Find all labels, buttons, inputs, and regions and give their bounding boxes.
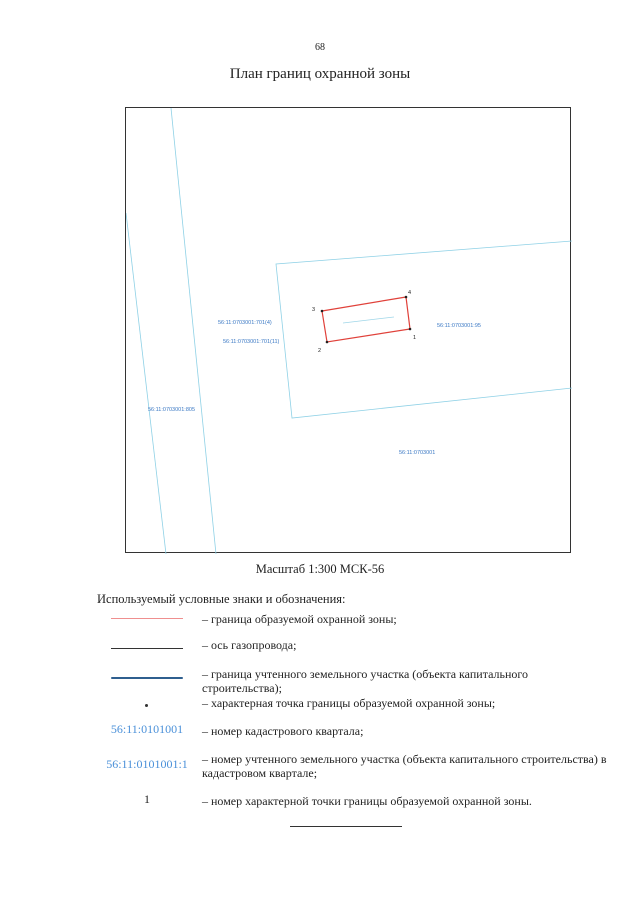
legend-text: – граница учтенного земельного участка (объекта капитального строительства); xyxy=(202,667,529,695)
parcel-label-805: 56:11:0703001:805 xyxy=(148,407,195,413)
parcel-boundary-line xyxy=(276,241,572,418)
legend-title: Используемый условные знаки и обозначения: xyxy=(97,592,346,606)
legend-text: – номер учтенного земельного участка (объекта капитального строительства) в кадастровом квартале; xyxy=(202,752,607,780)
protection-zone-boundary xyxy=(322,297,410,342)
characteristic-point-3 xyxy=(321,310,324,313)
legend-text: – номер характерной точки границы образуемой охранной зоны. xyxy=(202,794,532,808)
point-symbol xyxy=(97,694,197,712)
blue-line-symbol xyxy=(97,666,197,684)
page-title: План границ охранной зоны xyxy=(229,66,411,82)
parcel-boundary-line xyxy=(126,213,166,554)
characteristic-point-4 xyxy=(405,296,408,299)
footer-divider xyxy=(290,826,402,827)
point-label-2: 2 xyxy=(318,348,322,354)
point-number-symbol: 1 xyxy=(144,792,150,806)
map-scale: Масштаб 1:300 МСК-56 xyxy=(255,562,385,576)
dark-line-symbol xyxy=(97,636,197,654)
legend-item-point-number xyxy=(97,792,607,810)
gas-pipeline-axis xyxy=(343,317,394,323)
legend-item-zone-boundary xyxy=(97,610,607,628)
parcel-label-95: 56:11:0703001:95 xyxy=(437,323,481,329)
map-canvas xyxy=(126,108,572,554)
legend-item-parcel-number xyxy=(97,752,607,784)
legend-text: – ось газопровода; xyxy=(202,638,297,652)
point-label-3: 3 xyxy=(312,307,316,313)
legend-item-cadastral-quarter xyxy=(97,722,607,740)
cadastral-quarter-symbol: 56:11:0101001 xyxy=(110,722,184,736)
legend-item-parcel-boundary xyxy=(97,666,607,695)
legend-text: – характерная точка границы образуемой охранной зоны; xyxy=(202,696,496,710)
characteristic-point-2 xyxy=(326,341,329,344)
parcel-number-symbol: 56:11:0101001:1 xyxy=(106,757,188,771)
point-label-1: 1 xyxy=(413,335,417,341)
page-number: 68 xyxy=(315,42,325,53)
parcel-label-701-4: 56:11:0703001:701(4) xyxy=(218,320,272,326)
map-frame xyxy=(125,107,571,553)
red-line-symbol xyxy=(97,610,197,628)
legend-text: – граница образуемой охранной зоны; xyxy=(202,612,397,626)
point-label-4: 4 xyxy=(408,290,412,296)
legend-item-characteristic-point xyxy=(97,694,607,712)
parcel-boundary-line xyxy=(171,108,216,554)
legend-item-pipeline-axis xyxy=(97,636,607,654)
characteristic-point-1 xyxy=(409,328,412,331)
legend-text: – номер кадастрового квартала; xyxy=(202,724,364,738)
cadastral-quarter-label: 56:11:0703001 xyxy=(399,450,436,456)
parcel-label-701-11: 56:11:0703001:701(11) xyxy=(223,339,280,345)
